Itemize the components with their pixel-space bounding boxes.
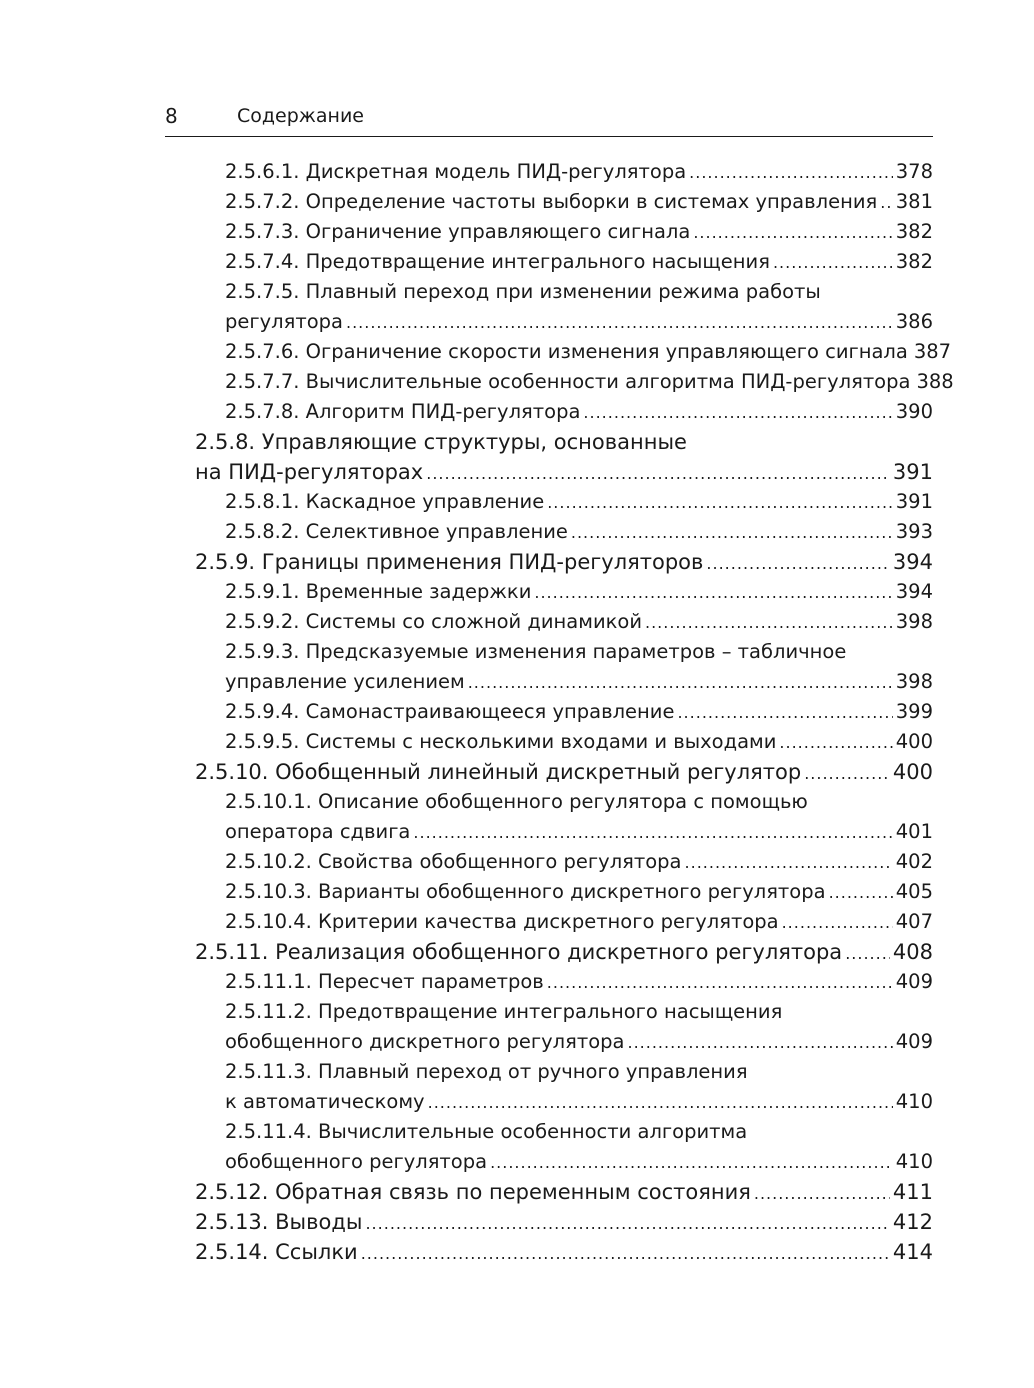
dot-leader	[773, 248, 893, 278]
toc-entry	[195, 757, 933, 787]
toc-entry-title: 2.5.11.3. Плавный переход от ручного управления	[225, 1060, 748, 1083]
toc-page-number: 402	[895, 850, 933, 873]
toc-entry	[225, 367, 954, 397]
running-title: Содержание	[237, 105, 364, 127]
toc-entry-line	[225, 787, 808, 817]
toc-entry	[195, 1207, 933, 1237]
toc-entry-title: на ПИД-регуляторах	[195, 460, 424, 484]
toc-entry	[225, 877, 933, 907]
toc-entry	[225, 607, 933, 637]
toc-entry-title: 2.5.11.2. Предотвращение интегрального насыщения	[225, 1000, 783, 1023]
toc-entry	[225, 577, 933, 607]
toc-entry	[225, 667, 933, 697]
toc-entry-title: обобщенного дискретного регулятора	[225, 1030, 625, 1053]
dot-leader	[645, 608, 893, 638]
toc-page-number: 388	[916, 370, 954, 393]
toc-page-number: 381	[895, 190, 933, 213]
toc-entry	[225, 847, 933, 877]
toc-entry-title: 2.5.7.5. Плавный переход при изменении режима работы	[225, 280, 821, 303]
toc-entry-title: 2.5.9.5. Системы с несколькими входами и выходами	[225, 730, 777, 753]
dot-leader	[779, 728, 892, 758]
toc-entry-title: управление усилением	[225, 670, 465, 693]
toc-entry	[225, 307, 933, 337]
toc-entry	[225, 697, 933, 727]
toc-entry-title: 2.5.9.2. Системы со сложной динамикой	[225, 610, 642, 633]
toc-entry-title: 2.5.14. Ссылки	[195, 1240, 358, 1264]
toc-entry	[195, 1177, 933, 1207]
dot-leader	[571, 518, 893, 548]
toc-entry	[225, 907, 933, 937]
dot-leader	[346, 308, 893, 338]
toc-entry	[225, 517, 933, 547]
dot-leader	[829, 878, 893, 908]
toc-page-number: 398	[895, 670, 933, 693]
toc-entry-title: 2.5.10.1. Описание обобщенного регулятора с помощью	[225, 790, 808, 813]
toc-entry-title: 2.5.8.2. Селективное управление	[225, 520, 568, 543]
toc-entry-line	[225, 1057, 748, 1087]
toc-page-number: 414	[892, 1240, 933, 1264]
toc-entry-title: к автоматическому	[225, 1090, 425, 1113]
toc-entry-title: 2.5.9. Границы применения ПИД-регуляторов	[195, 550, 704, 574]
dot-leader	[413, 818, 892, 848]
dot-leader	[547, 968, 893, 998]
dot-leader	[428, 1088, 893, 1118]
page-number: 8	[165, 104, 178, 128]
toc-page-number: 400	[892, 760, 933, 784]
dot-leader	[426, 459, 890, 489]
dot-leader	[583, 398, 892, 428]
toc-entry-title: 2.5.9.1. Временные задержки	[225, 580, 532, 603]
toc-page-number: 382	[895, 250, 933, 273]
toc-entry-title: 2.5.6.1. Дискретная модель ПИД-регулятора	[225, 160, 687, 183]
toc-entry-title: 2.5.13. Выводы	[195, 1210, 363, 1234]
dot-leader	[804, 759, 890, 789]
dot-leader	[754, 1179, 890, 1209]
dot-leader	[361, 1239, 890, 1269]
toc-page-number: 399	[895, 700, 933, 723]
toc-entry	[225, 487, 933, 517]
toc-entry	[225, 1027, 933, 1057]
toc-entry-title: 2.5.9.3. Предсказуемые изменения параметров – табличное	[225, 640, 847, 663]
toc-page-number: 411	[892, 1180, 933, 1204]
toc-entry-title: обобщенного регулятора	[225, 1150, 488, 1173]
dot-leader	[490, 1148, 893, 1178]
toc-entry	[225, 397, 933, 427]
toc-entry-title: 2.5.7.4. Предотвращение интегрального насыщения	[225, 250, 770, 273]
toc-entry-title: 2.5.7.8. Алгоритм ПИД-регулятора	[225, 400, 581, 423]
toc-page-number: 400	[895, 730, 933, 753]
toc-entry-title: 2.5.8.1. Каскадное управление	[225, 490, 545, 513]
toc-entry	[225, 967, 933, 997]
toc-page-number: 393	[895, 520, 933, 543]
toc-entry	[225, 1147, 933, 1177]
toc-entry-line	[225, 637, 846, 667]
toc-entry-title: 2.5.7.3. Ограничение управляющего сигнала	[225, 220, 691, 243]
toc-entry-title: 2.5.11. Реализация обобщенного дискретного регулятора	[195, 940, 843, 964]
toc-entry	[225, 817, 933, 847]
toc-page-number: 412	[892, 1210, 933, 1234]
toc-entry-title: 2.5.11.4. Вычислительные особенности алгоритма	[225, 1120, 748, 1143]
toc-page-number: 398	[895, 610, 933, 633]
dot-leader	[628, 1028, 893, 1058]
toc-page-number: 408	[892, 940, 933, 964]
dot-leader	[845, 939, 890, 969]
toc-entry-title: 2.5.10.4. Критерии качества дискретного регулятора	[225, 910, 779, 933]
toc-entry-title: регулятора	[225, 310, 343, 333]
toc-page-number: 410	[895, 1150, 933, 1173]
toc-page-number: 386	[895, 310, 933, 333]
toc-entry	[225, 1087, 933, 1117]
toc-page-number: 401	[895, 820, 933, 843]
toc-entry-title: 2.5.9.4. Самонастраивающееся управление	[225, 700, 675, 723]
toc-entry-title: оператора сдвига	[225, 820, 411, 843]
toc-page-number: 391	[892, 460, 933, 484]
toc-page-number: 390	[895, 400, 933, 423]
dot-leader	[782, 908, 893, 938]
toc-entry-title: 2.5.7.2. Определение частоты выборки в системах управления	[225, 190, 878, 213]
toc-entry-line	[225, 997, 782, 1027]
toc-entry-title: 2.5.7.7. Вычислительные особенности алгоритма ПИД-регулятора	[225, 370, 911, 393]
dot-leader	[689, 158, 893, 188]
toc-page-number: 394	[892, 550, 933, 574]
toc-entry-line	[225, 277, 821, 307]
toc-entry	[195, 457, 933, 487]
dot-leader	[685, 848, 893, 878]
toc-entry-title: 2.5.12. Обратная связь по переменным состояния	[195, 1180, 751, 1204]
toc-page-number: 409	[895, 970, 933, 993]
dot-leader	[706, 549, 889, 579]
toc-entry	[225, 247, 933, 277]
toc-entry-line	[225, 1117, 747, 1147]
dot-leader	[468, 668, 893, 698]
dot-leader	[880, 188, 893, 218]
toc-page-number: 407	[895, 910, 933, 933]
toc-entry	[195, 937, 933, 967]
toc-entry-title: 2.5.8. Управляющие структуры, основанные	[195, 430, 687, 454]
toc-page-number: 410	[895, 1090, 933, 1113]
toc-entry	[195, 547, 933, 577]
toc-entry	[225, 157, 933, 187]
toc-entry-title: 2.5.10.2. Свойства обобщенного регулятора	[225, 850, 682, 873]
toc-entry-title: 2.5.11.1. Пересчет параметров	[225, 970, 544, 993]
dot-leader	[365, 1209, 889, 1239]
running-header	[165, 100, 933, 137]
toc-entry	[225, 217, 933, 247]
toc-page-number: 405	[895, 880, 933, 903]
dot-leader	[534, 578, 892, 608]
toc-page-number: 394	[895, 580, 933, 603]
toc-page-number: 409	[895, 1030, 933, 1053]
toc-entry-title: 2.5.7.6. Ограничение скорости изменения управляющего сигнала	[225, 340, 908, 363]
toc-entry	[225, 337, 952, 367]
dot-leader	[693, 218, 892, 248]
toc-page-number: 387	[913, 340, 952, 363]
toc-page-number: 391	[895, 490, 933, 513]
toc-entry-line	[195, 427, 687, 457]
toc-entry-title: 2.5.10.3. Варианты обобщенного дискретного регулятора	[225, 880, 826, 903]
toc-entry-title: 2.5.10. Обобщенный линейный дискретный регулятор	[195, 760, 802, 784]
toc-page-number: 378	[895, 160, 933, 183]
dot-leader	[547, 488, 893, 518]
dot-leader	[677, 698, 892, 728]
toc-entry	[225, 727, 933, 757]
toc-entry	[195, 1237, 933, 1267]
toc-page-number: 382	[895, 220, 933, 243]
toc-entry	[225, 187, 933, 217]
